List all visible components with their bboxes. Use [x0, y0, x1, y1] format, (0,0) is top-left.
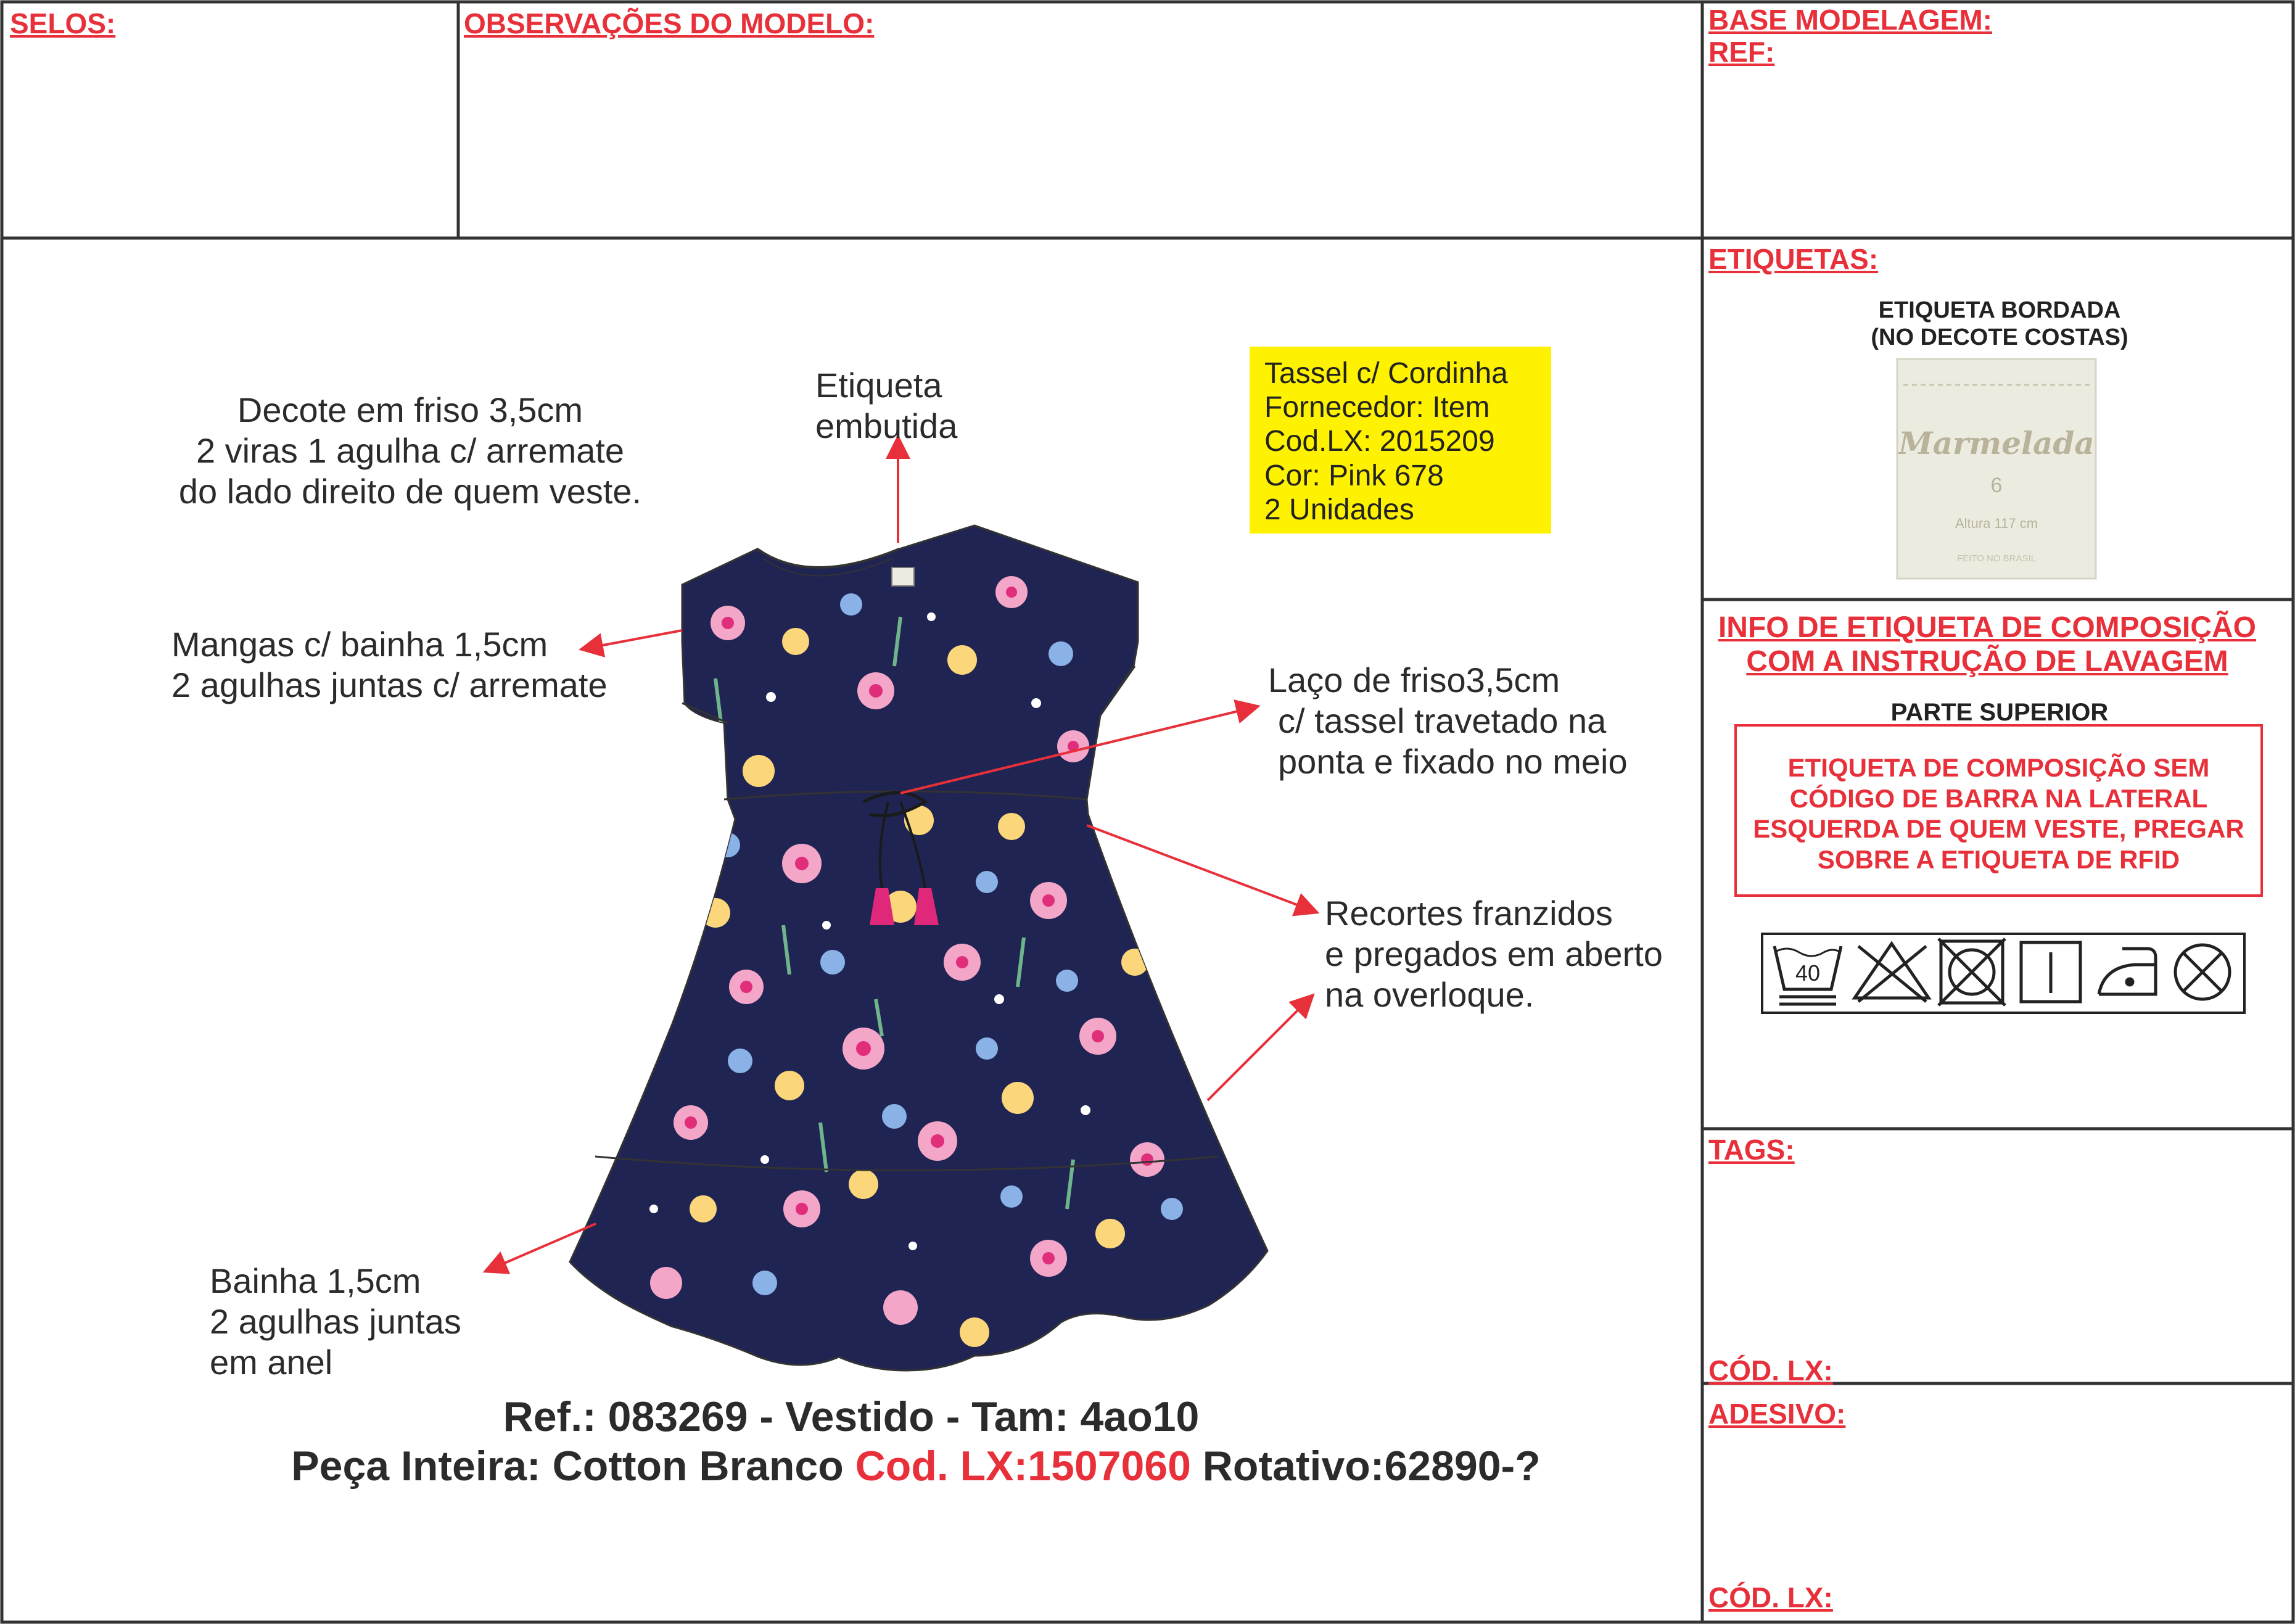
mangas-line-1: Mangas c/ bainha 1,5cm [171, 625, 548, 664]
laco-line-3: ponta e fixado no meio [1278, 742, 1628, 781]
mangas-note [171, 624, 608, 706]
dress-body [570, 526, 1267, 1371]
fabric-prefix: Peça Inteira: Cotton Branco [291, 1443, 855, 1490]
arrow-recortes-bottom [1208, 997, 1311, 1100]
etiqueta-line-1: Etiqueta [815, 366, 942, 405]
tassel-line-4: Cor: Pink 678 [1264, 459, 1444, 492]
observacoes-header: OBSERVAÇÕES DO MODELO: [464, 7, 875, 39]
made-in-text: FEITO NO BRASIL [1956, 553, 2037, 564]
fabric-line [0, 1442, 1832, 1490]
laco-line-2: c/ tassel travetado na [1278, 701, 1607, 741]
laco-note [1268, 660, 1628, 782]
etiqueta-note [815, 365, 957, 447]
no-tumble-dry-icon [1939, 939, 2005, 1005]
tassel-line-5: 2 Unidades [1264, 493, 1414, 526]
bainha-line-2: 2 agulhas juntas [210, 1302, 461, 1342]
height-text: Altura 117 cm [1955, 516, 2038, 531]
arrow-recortes-top [1087, 825, 1315, 912]
base-modelagem-header: BASE MODELAGEM: [1708, 4, 1992, 36]
composition-note-line-3: ESQUERDA DE QUEM VESTE, PREGAR [1753, 814, 2244, 844]
recortes-line-3: na overloque. [1325, 975, 1535, 1015]
bainha-line-1: Bainha 1,5cm [210, 1261, 421, 1300]
composition-header-line-2: COM A INSTRUÇÃO DE LAVAGEM [1746, 645, 2228, 678]
size-text: 6 [1990, 474, 2003, 497]
embroidered-title-line-2: (NO DECOTE COSTAS) [1871, 324, 2128, 350]
cod-lx-tags-label: CÓD. LX: [1708, 1354, 1833, 1387]
composition-header-line-1: INFO DE ETIQUETA DE COMPOSIÇÃO [1718, 611, 2257, 644]
cod-lx-adesivo-label: CÓD. LX: [1708, 1581, 1833, 1614]
composition-note-line-4: SOBRE A ETIQUETA DE RFID [1817, 844, 2180, 874]
bainha-note [210, 1261, 461, 1383]
care-symbols-box [1761, 933, 2246, 1014]
wash-temp-text: 40 [1795, 960, 1821, 986]
embroidered-label-title [1704, 297, 2295, 351]
composition-note-line-2: CÓDIGO DE BARRA NA LATERAL [1789, 783, 2208, 813]
adesivo-header: ADESIVO: [1708, 1398, 1846, 1430]
etiquetas-header: ETIQUETAS: [1708, 243, 1879, 275]
brand-text: Marmelada [1898, 425, 2095, 461]
decote-line-3: do lado direito de quem veste. [178, 472, 642, 511]
mangas-line-2: 2 agulhas juntas c/ arremate [171, 666, 608, 705]
recortes-line-2: e pregados em aberto [1325, 934, 1663, 974]
recortes-line-1: Recortes franzidos [1325, 894, 1613, 933]
tags-header: TAGS: [1708, 1134, 1795, 1166]
tassel-line-3: Cod.LX: 2015209 [1264, 425, 1495, 458]
ref-header: REF: [1708, 36, 1775, 68]
embroidered-title-line-1: ETIQUETA BORDADA [1878, 297, 2121, 323]
composition-note-box [1734, 724, 2263, 897]
tassel-line-1: Tassel c/ Cordinha [1264, 357, 1508, 390]
decote-line-2: 2 viras 1 agulha c/ arremate [196, 431, 625, 471]
neck-label-mark [892, 567, 914, 586]
fabric-code: Cod. LX:1507060 [855, 1443, 1191, 1490]
bainha-line-3: em anel [210, 1343, 333, 1382]
tassel-line-2: Fornecedor: Item [1264, 391, 1490, 424]
decote-note [167, 390, 654, 512]
embroidered-label-image [1895, 357, 2098, 581]
etiqueta-line-2: embutida [815, 406, 958, 446]
tassel-info-box [1250, 347, 1551, 534]
recortes-note [1325, 893, 1663, 1015]
decote-line-1: Decote em friso 3,5cm [237, 390, 583, 429]
laco-line-1: Laço de friso3,5cm [1268, 661, 1560, 699]
composition-info-header [1704, 611, 2271, 678]
product-title: Ref.: 083269 - Vestido - Tam: 4ao10 [503, 1393, 1200, 1440]
composition-note-line-1: ETIQUETA DE COMPOSIÇÃO SEM [1787, 753, 2210, 782]
fabric-suffix: Rotativo:62890-? [1190, 1443, 1541, 1490]
selos-header: SELOS: [10, 7, 116, 39]
parte-superior-label: PARTE SUPERIOR [1890, 699, 2109, 726]
